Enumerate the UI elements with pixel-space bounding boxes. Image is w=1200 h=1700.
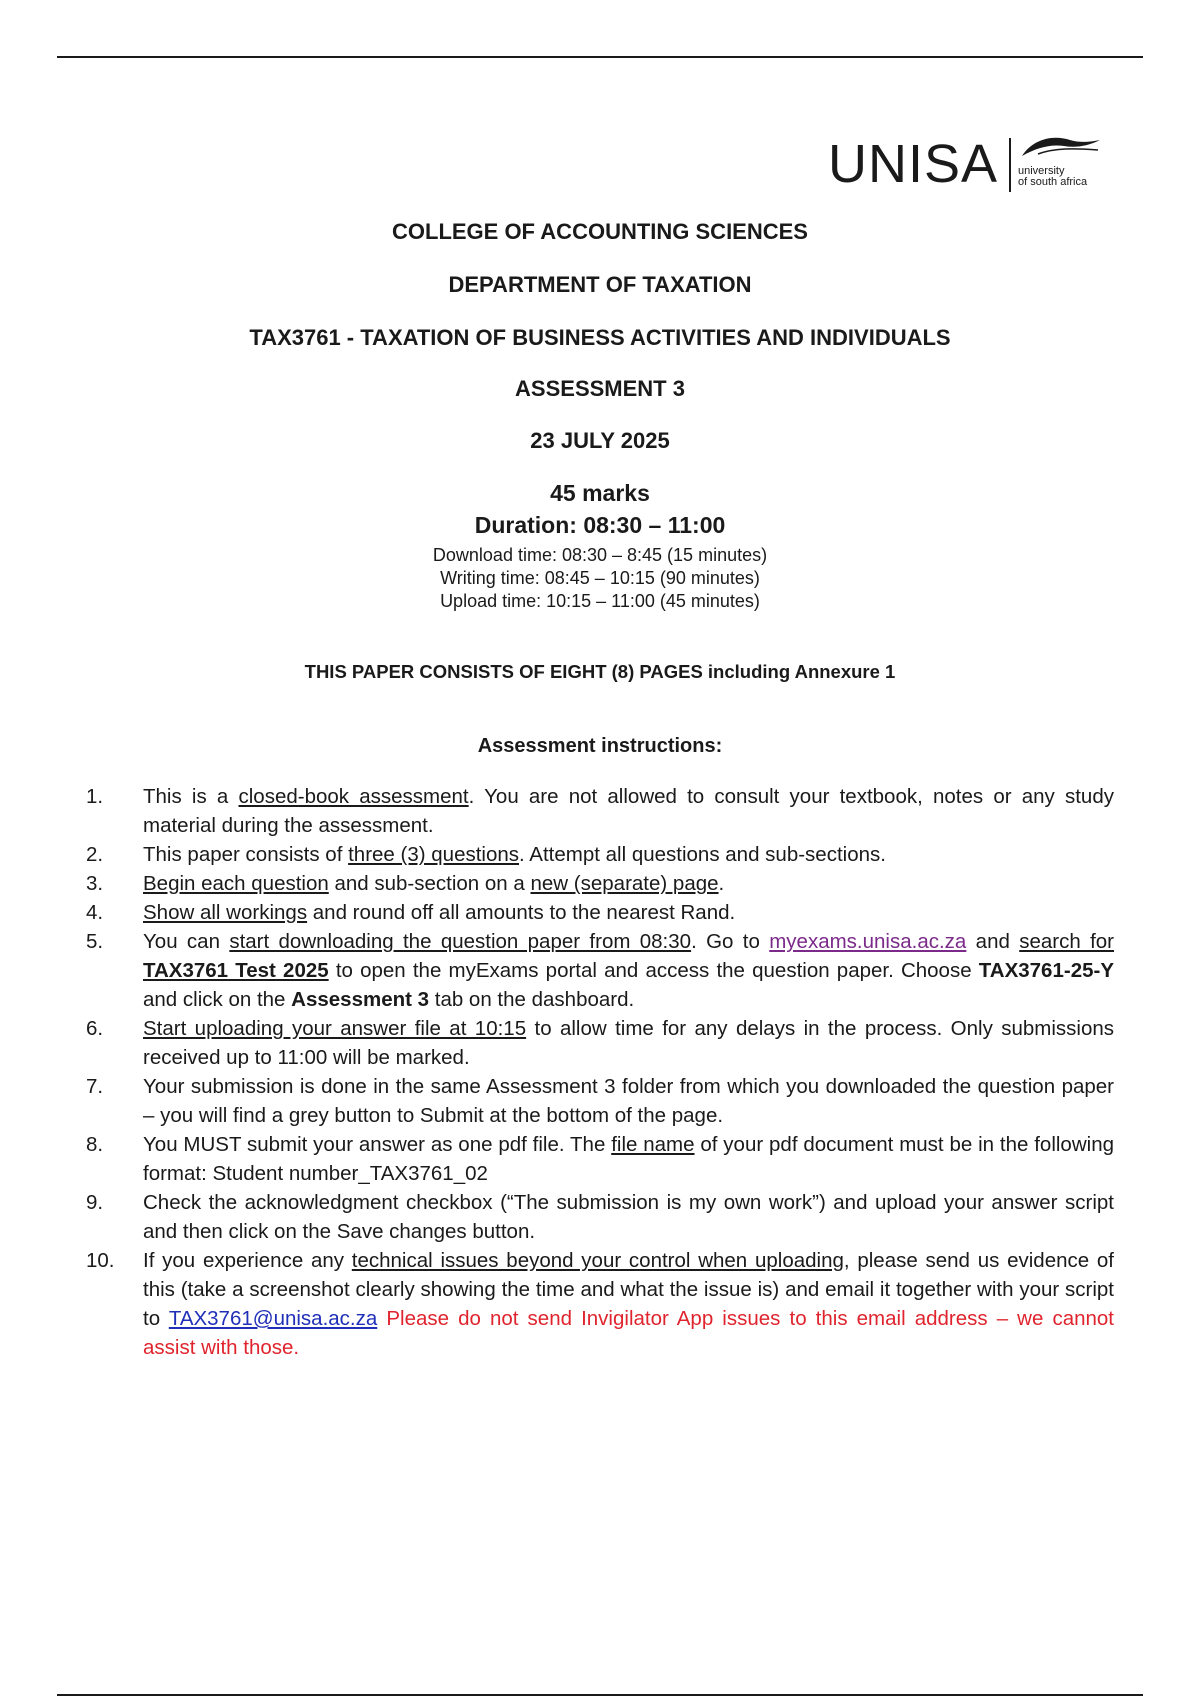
assessment-date: 23 JULY 2025 — [530, 428, 670, 453]
item-emphasis: search for — [1019, 930, 1114, 953]
item-number: 6. — [86, 1017, 104, 1040]
list-item — [86, 1014, 1114, 1072]
logo-divider — [1009, 138, 1011, 192]
item-number: 4. — [86, 901, 104, 924]
item-emphasis: Begin each question — [143, 872, 329, 895]
item-text: to allow time for any delays in the process. Only submissions received up to 11:00 will be marked. — [143, 1017, 1115, 1069]
list-item — [86, 869, 1114, 898]
item-text: . Attempt all questions and sub-sections. — [519, 843, 886, 866]
item-text: This paper consists of — [143, 843, 349, 866]
item-text: and sub-section on a — [328, 872, 531, 895]
bird-wing-icon — [1018, 134, 1102, 164]
item-emphasis: new (separate) page — [530, 872, 719, 895]
total-marks: 45 marks — [550, 480, 650, 506]
item-text: to open the myExams portal and access the question paper. Choose — [328, 959, 979, 982]
item-text: If you experience any — [143, 1249, 352, 1272]
item-emphasis: closed-book assessment — [238, 785, 469, 808]
item-text: . — [718, 872, 725, 895]
item-text: You can — [143, 930, 230, 953]
list-item — [86, 840, 1114, 869]
pages-note: THIS PAPER CONSISTS OF EIGHT (8) PAGES including Annexure 1 — [304, 661, 896, 682]
assessment-title: ASSESSMENT 3 — [515, 376, 685, 401]
item-emphasis: Show all workings — [143, 901, 308, 924]
instructions-list — [86, 782, 1114, 1362]
item-emphasis: start downloading the question paper from 08:30 — [229, 930, 692, 953]
item-bold: TAX3761 Test 2025 — [143, 959, 329, 982]
list-item — [86, 1130, 1114, 1188]
item-bold: TAX3761-25-Y — [978, 959, 1114, 982]
item-text: tab on the dashboard. — [429, 988, 635, 1011]
item-number: 7. — [86, 1075, 104, 1098]
item-number: 2. — [86, 843, 104, 866]
unisa-logo — [828, 132, 1098, 196]
logo-sub-line-2: of south africa — [1018, 176, 1088, 188]
warning-text: Please do not send Invigilator App issues to this email address – we cannot assist with those. — [143, 1307, 1115, 1359]
writing-time: Writing time: 08:45 – 10:15 (90 minutes) — [440, 568, 760, 588]
logo-subtitle — [1018, 166, 1087, 188]
email-link[interactable]: TAX3761@unisa.ac.za — [168, 1307, 378, 1330]
item-text: and round off all amounts to the nearest Rand. — [307, 901, 736, 924]
myexams-link[interactable]: myexams.unisa.ac.za — [769, 930, 967, 953]
item-text: of your pdf document must be in the following format: Student number_TAX3761_02 — [143, 1133, 1114, 1185]
item-text: Check the acknowledgment checkbox (“The submission is my own work”) and upload your answer script and then click on the Save changes button. — [143, 1191, 1114, 1243]
item-text: Your submission is done in the same Assessment 3 folder from which you downloaded the question paper – you will find a grey button to Submit at the bottom of the page. — [143, 1075, 1114, 1127]
item-number: 9. — [86, 1191, 104, 1214]
item-text: and click on the — [143, 988, 292, 1011]
item-emphasis: three (3) questions — [348, 843, 520, 866]
item-text: This is a — [143, 785, 239, 808]
bottom-rule — [57, 1694, 1143, 1696]
department-title: DEPARTMENT OF TAXATION — [448, 272, 752, 297]
list-item — [86, 898, 1114, 927]
item-number: 5. — [86, 930, 104, 953]
item-text: . Go to — [691, 930, 770, 953]
item-number: 10. — [86, 1249, 115, 1272]
duration: Duration: 08:30 – 11:00 — [474, 512, 726, 538]
item-emphasis: Start uploading your answer file at 10:15 — [143, 1017, 527, 1040]
list-item — [86, 1188, 1114, 1246]
list-item — [86, 1246, 1114, 1362]
logo-sub-line-1: university — [1018, 165, 1065, 177]
top-rule — [57, 56, 1143, 58]
college-title: COLLEGE OF ACCOUNTING SCIENCES — [392, 219, 808, 244]
item-number: 1. — [86, 785, 104, 808]
list-item — [86, 782, 1114, 840]
item-number: 3. — [86, 872, 104, 895]
item-bold: Assessment 3 — [291, 988, 430, 1011]
item-text: and — [966, 930, 1020, 953]
item-emphasis: technical issues beyond your control when uploading — [351, 1249, 844, 1272]
logo-wordmark: UNISA — [828, 134, 999, 194]
item-text: You MUST submit your answer as one pdf file. The — [143, 1133, 612, 1156]
download-time: Download time: 08:30 – 8:45 (15 minutes) — [432, 545, 768, 565]
list-item — [86, 927, 1114, 1014]
instructions-heading: Assessment instructions: — [477, 735, 723, 757]
item-text: . You are not allowed to consult your textbook, notes or any study material during the assessment. — [143, 785, 1114, 837]
item-emphasis: file name — [611, 1133, 695, 1156]
module-title: TAX3761 - TAXATION OF BUSINESS ACTIVITIES AND INDIVIDUALS — [249, 325, 951, 350]
list-item — [86, 1072, 1114, 1130]
item-number: 8. — [86, 1133, 104, 1156]
item-text: , please send us evidence of this (take a screenshot clearly showing the time and what the issue is) and email it together with your script to — [143, 1249, 1114, 1330]
upload-time: Upload time: 10:15 – 11:00 (45 minutes) — [440, 591, 760, 611]
